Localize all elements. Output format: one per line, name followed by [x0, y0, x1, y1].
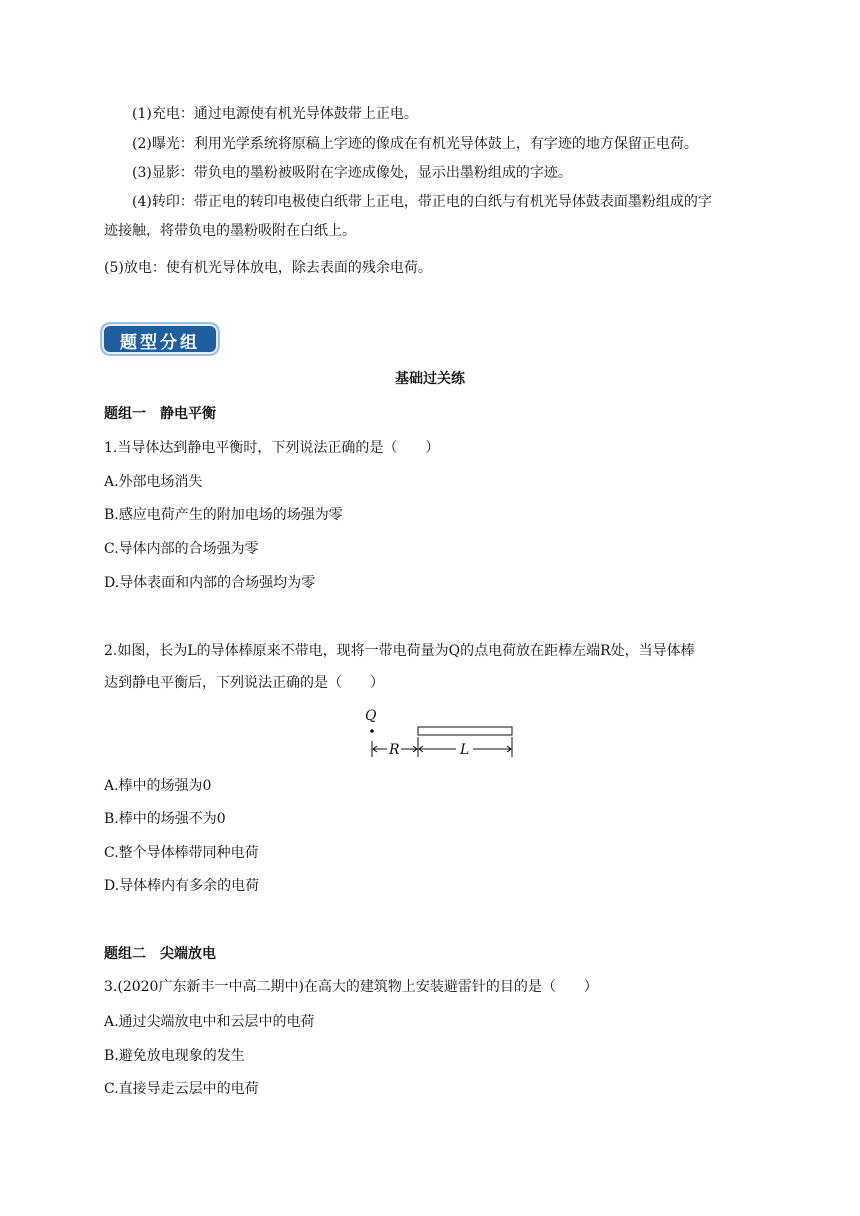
distance-label: R — [389, 742, 400, 758]
intro-step-4-line2: 迹接触，将带负电的墨粉吸附在白纸上。 — [104, 223, 356, 239]
q1-option-c: C.导体内部的合场强为零 — [104, 541, 259, 557]
group1-title: 题组一 静电平衡 — [104, 406, 216, 422]
charge-label: Q — [365, 708, 377, 724]
q2-option-d: D.导体棒内有多余的电荷 — [104, 878, 260, 894]
intro-step-1: (1)充电：通过电源使有机光导体鼓带上正电。 — [132, 106, 418, 122]
q3-option-b: B.避免放电现象的发生 — [104, 1048, 245, 1064]
q1-option-b: B.感应电荷产生的附加电场的场强为零 — [104, 507, 343, 523]
intro-step-3: (3)显影：带负电的墨粉被吸附在字迹成像处，显示出墨粉组成的字迹。 — [132, 165, 572, 181]
length-label: L — [460, 742, 470, 758]
q2-option-b: B.棒中的场强不为0 — [104, 811, 226, 827]
q3-option-a: A.通过尖端放电中和云层中的电荷 — [104, 1014, 315, 1030]
conductor-rod — [418, 727, 512, 735]
point-charge — [370, 729, 374, 733]
section-badge-label: 题型分组 — [120, 333, 200, 353]
intro-step-2: (2)曝光：利用光学系统将原稿上字迹的像成在有机光导体鼓上，有字迹的地方保留正电荷。 — [132, 136, 698, 152]
intro-step-5: (5)放电：使有机光导体放电，除去表面的残余电荷。 — [104, 260, 432, 276]
q3-stem: 3.(2020广东新丰一中高二期中)在高大的建筑物上安装避雷针的目的是（ ） — [104, 979, 598, 995]
section-badge — [102, 324, 218, 354]
rod-charge-diagram — [358, 704, 528, 762]
q3-option-c: C.直接导走云层中的电荷 — [104, 1081, 259, 1097]
q1-stem: 1.当导体达到静电平衡时，下列说法正确的是（ ） — [104, 440, 440, 456]
q2-stem-line2: 达到静电平衡后，下列说法正确的是（ ） — [104, 675, 384, 691]
q2-option-c: C.整个导体棒带同种电荷 — [104, 845, 259, 861]
intro-step-4-line1: (4)转印：带正电的转印电极使白纸带上正电，带正电的白纸与有机光导体鼓表面墨粉组成的字 — [132, 194, 712, 210]
q2-stem-line1: 2.如图，长为L的导体棒原来不带电，现将一带电荷量为Q的点电荷放在距棒左端R处，当导体棒 — [104, 643, 695, 659]
q1-option-a: A.外部电场消失 — [104, 474, 203, 490]
q1-option-d: D.导体表面和内部的合场强均为零 — [104, 575, 316, 591]
group2-title: 题组二 尖端放电 — [104, 946, 216, 962]
section-subtitle: 基础过关练 — [395, 371, 465, 387]
q2-option-a: A.棒中的场强为0 — [104, 778, 212, 794]
